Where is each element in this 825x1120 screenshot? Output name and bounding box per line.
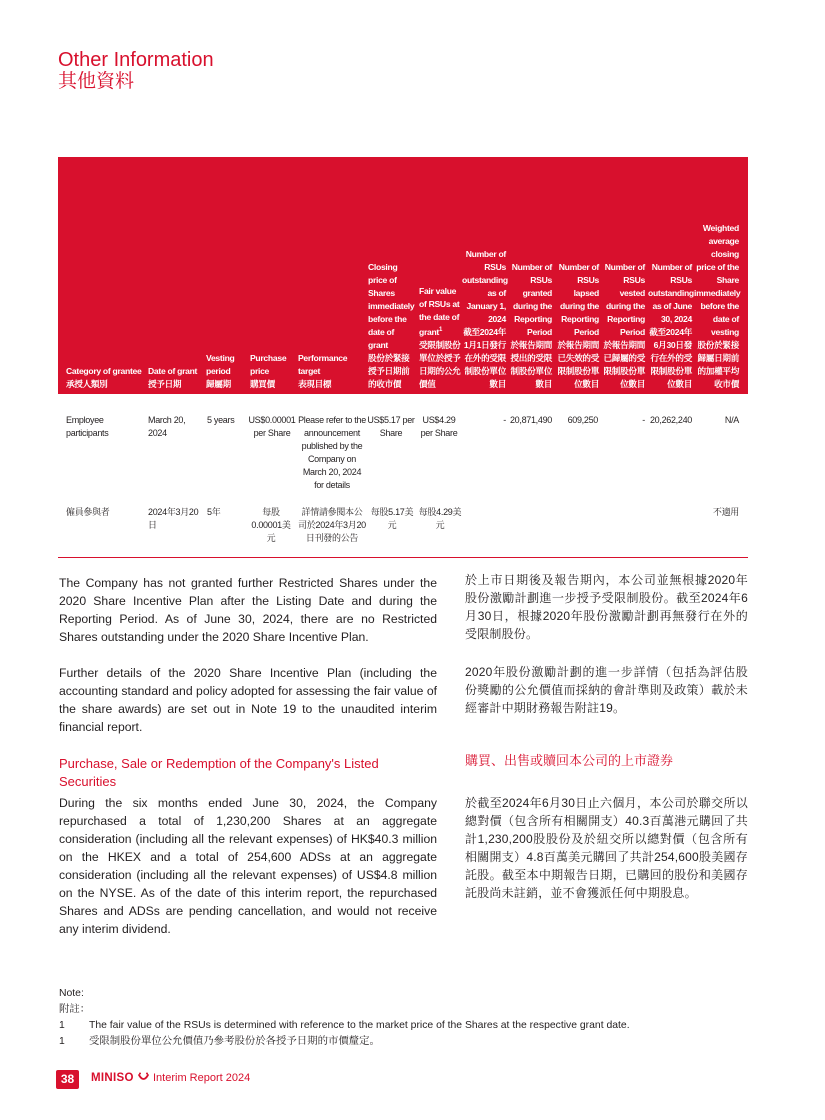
- header-vesting: Vesting period 歸屬期: [206, 353, 235, 389]
- cell-date-zh: 2024年3月20日: [148, 507, 199, 530]
- page-title-en: Other Information: [58, 49, 214, 71]
- cell-closing-zh: 每股5.17美元: [370, 507, 414, 530]
- note-text-en: The fair value of the RSUs is determined with reference to the market price of the Shares at the respective grant date.: [89, 1020, 630, 1031]
- header-outstanding-jun: Number of RSUs outstanding as of June 30, 2024 截至2024年6月30日發行在外的受限制股份單位數目: [648, 262, 694, 389]
- cell-outstanding-jun-en: 20,262,240: [649, 415, 692, 425]
- page-title-zh: 其他資料: [58, 71, 135, 92]
- table-bottom-rule: [58, 557, 748, 558]
- cell-date-en: March 20, 2024: [148, 415, 186, 438]
- cell-grantee-en: Employee participants: [66, 415, 109, 438]
- cell-grantee-zh: 僱員參與者: [66, 507, 110, 517]
- note-label-en: Note:: [59, 988, 84, 999]
- note-item-en: [59, 1018, 630, 1033]
- note-number: 1: [59, 1036, 65, 1047]
- note-text-zh: 受限制股份單位公允價值乃參考股份於各授予日期的市價釐定。: [89, 1036, 380, 1047]
- cell-price-zh: 每股0.00001美元: [251, 507, 291, 543]
- paragraph-plan-details-en: Further details of the 2020 Share Incentive Plan (including the accounting standard and policy adopted for assessing the fair value of the share awards) are set out in Note 19 to the unaudited interim financial report.: [59, 666, 437, 734]
- header-target: Performance target 表現目標: [298, 353, 348, 389]
- cell-target-zh: 詳情請參閱本公司於2024年3月20日刊發的公告: [298, 507, 366, 543]
- cell-vested-en: -: [642, 415, 645, 425]
- cell-fair-en: US$4.29 per Share: [420, 415, 458, 438]
- header-weighted-price: Weighted average closing price of the Share immediately before the date of vesting 股份於緊接歸屬日期前的加權平均收市價: [694, 223, 741, 389]
- cell-price-en: US$0.00001 per Share: [248, 415, 296, 438]
- header-vested: Number of RSUs vested during the Reporting Period 於報告期間已歸屬的受限制股份單位數目: [603, 262, 645, 389]
- cell-fair-zh: 每股4.29美元: [418, 507, 462, 530]
- note-label-zh: 附註：: [59, 1004, 91, 1015]
- cell-target-en: Please refer to the announcement published by the Company on March 20, 2024 for details: [298, 415, 366, 490]
- cell-weighted-en: N/A: [724, 415, 739, 425]
- cell-closing-en: US$5.17 per Share: [367, 415, 415, 438]
- brand-logo-text: MINISO: [91, 1072, 134, 1084]
- header-closing-price: Closing price of Shares immediately before the date of grant 股份於緊接授予日期前的收市價: [368, 262, 415, 389]
- cell-lapsed-en: 609,250: [567, 415, 598, 425]
- header-fair-value: Fair value of RSUs at the date of grant$^1$ 受限制股份單位於授予日期的公允價值: [419, 286, 461, 389]
- report-title: Interim Report 2024: [153, 1072, 251, 1084]
- table-header: [58, 157, 748, 394]
- paragraph-repurchase-zh: 於截至2024年6月30日止六個月，本公司於聯交所以總對價（包含所有相關開支）40.3百萬港元購回了共計1,230,200股股份及於紐交所以總對價（包含所有相關開支）4.8百萬美元購回了共計254,600股美國存託股。截至本中期報告日期，已購回的股份和美國存託股尚未註銷，並不會獲派任何中期股息。: [465, 796, 748, 900]
- rsu-table: [58, 157, 748, 557]
- header-date: Date of grant 授予日期: [148, 366, 198, 389]
- note-number: 1: [59, 1020, 65, 1031]
- header-price: Purchase price 購買價: [250, 353, 287, 389]
- header-lapsed: Number of RSUs lapsed during the Reporting Period 於報告期間已失效的受限制股份單位數目: [557, 262, 599, 389]
- cell-outstanding-jan-en: -: [503, 415, 506, 425]
- header-outstanding-jan: Number of RSUs outstanding as of January 1, 2024 截至2024年1月1日發行在外的受限制股份單位數目: [462, 249, 508, 389]
- footnote-ref: 1: [439, 327, 443, 334]
- header-granted: Number of RSUs granted during the Reporting Period 於報告期間授出的受限制股份單位數目: [510, 262, 552, 389]
- header-grantee: Category of grantee 承授人類別: [66, 366, 142, 389]
- note-item-zh: [59, 1034, 380, 1049]
- paragraph-plan-details-zh: 2020年股份激勵計劃的進一步詳情（包括為評估股份獎勵的公允價值而採納的會計準則及政策）載於未經審計中期財務報告附註19。: [465, 665, 748, 715]
- paragraph-restricted-shares-en: The Company has not granted further Restricted Shares under the 2020 Share Incentive Plan after the Listing Date and during the Reporting Period. As of June 30, 2024, there are no Restricted Shares outstanding under the 2020 Share Incentive Plan.: [59, 576, 437, 644]
- cell-weighted-zh: 不適用: [712, 507, 739, 517]
- page-number: 38: [56, 1070, 79, 1089]
- section-heading-en: Purchase, Sale or Redemption of the Company's Listed Securities: [59, 756, 379, 789]
- cell-granted-en: 20,871,490: [509, 415, 552, 425]
- paragraph-repurchase-en: During the six months ended June 30, 2024, the Company repurchased a total of 1,230,200 Shares at an aggregate consideration (including all the relevant expenses) of HK$40.3 million on the HKEX and a total of 254,600 ADSs at an aggregate consideration (including all the relevant expenses) of US$4.8 million on the NYSE. As of the date of this interim report, the repurchased Shares and ADSs are pending cancellation, and would not receive any interim dividend.: [59, 796, 437, 936]
- cell-vesting-en: 5 years: [207, 415, 235, 425]
- smile-icon: [137, 1071, 150, 1084]
- paragraph-restricted-shares-zh: 於上市日期後及報告期內，本公司並無根據2020年股份激勵計劃進一步授予受限制股份。截至2024年6月30日，根據2020年股份激勵計劃再無發行在外的受限制股份。: [465, 573, 748, 641]
- section-heading-zh: 購買、出售或贖回本公司的上市證券: [465, 753, 674, 768]
- cell-vesting-zh: 5年: [207, 507, 221, 517]
- table-body: [58, 394, 748, 557]
